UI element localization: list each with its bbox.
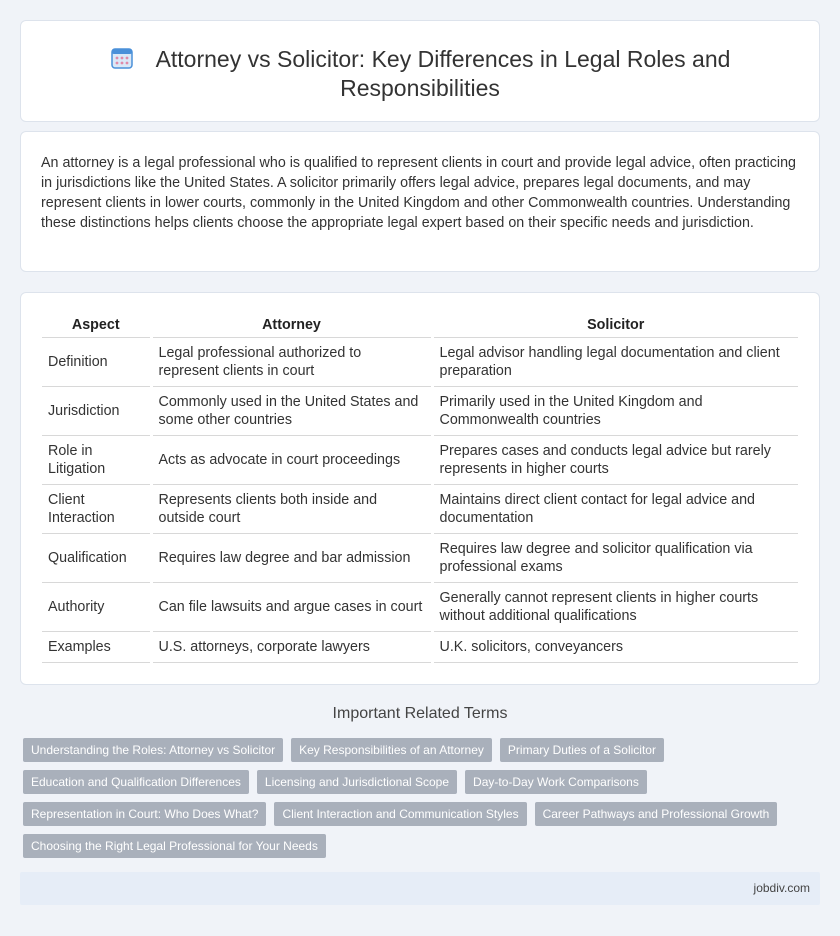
calendar-icon	[110, 46, 134, 70]
intro-paragraph: An attorney is a legal professional who is qualified to represent clients in court and provide legal advice, often practicing in jurisdictions like the United States. A solicitor primarily offers legal advice, prepares legal documents, and may represent clients in lower courts, commonly in the United Kingdom and other Commonwealth countries. Understanding these distinctions helps clients choose the appropriate legal expert based on their specific needs and jurisdiction.	[41, 155, 796, 231]
related-term-tag[interactable]: Education and Qualification Differences	[23, 770, 249, 794]
header-aspect: Aspect	[42, 314, 151, 337]
footer	[20, 872, 820, 905]
row-attorney: Commonly used in the United States and some other countries	[151, 386, 432, 435]
row-solicitor: Generally cannot represent clients in higher courts without additional qualifications	[432, 582, 798, 631]
row-aspect: Role in Litigation	[42, 435, 151, 484]
table-row	[42, 484, 798, 533]
related-term-tag[interactable]: Understanding the Roles: Attorney vs Solicitor	[23, 738, 283, 762]
table-row	[42, 582, 798, 631]
table-row	[42, 386, 798, 435]
related-term-tag[interactable]: Representation in Court: Who Does What?	[23, 802, 266, 826]
row-attorney: Can file lawsuits and argue cases in court	[151, 582, 432, 631]
table-row	[42, 533, 798, 582]
row-aspect: Examples	[42, 631, 151, 662]
related-term-tag[interactable]: Client Interaction and Communication Styles	[274, 802, 526, 826]
table-row	[42, 337, 798, 386]
row-solicitor: Primarily used in the United Kingdom and Commonwealth countries	[432, 386, 798, 435]
table-row	[42, 631, 798, 662]
row-attorney: Represents clients both inside and outside court	[151, 484, 432, 533]
comparison-table-card	[20, 292, 820, 685]
header-solicitor: Solicitor	[432, 314, 798, 337]
row-aspect: Client Interaction	[42, 484, 151, 533]
row-solicitor: Requires law degree and solicitor qualification via professional exams	[432, 533, 798, 582]
related-term-tag[interactable]: Licensing and Jurisdictional Scope	[257, 770, 457, 794]
row-solicitor: Legal advisor handling legal documentation and client preparation	[432, 337, 798, 386]
comparison-table	[42, 314, 798, 663]
row-solicitor: Maintains direct client contact for legal advice and documentation	[432, 484, 798, 533]
table-row	[42, 435, 798, 484]
related-term-tag[interactable]: Primary Duties of a Solicitor	[500, 738, 664, 762]
row-attorney: Requires law degree and bar admission	[151, 533, 432, 582]
header-attorney: Attorney	[151, 314, 432, 337]
row-solicitor: U.K. solicitors, conveyancers	[432, 631, 798, 662]
row-aspect: Qualification	[42, 533, 151, 582]
intro-card	[20, 131, 820, 272]
page-title-wrap	[21, 45, 819, 103]
related-term-tag[interactable]: Career Pathways and Professional Growth	[535, 802, 778, 826]
page-title: Attorney vs Solicitor: Key Differences in Legal Roles and Responsibilities	[155, 46, 731, 101]
related-terms-list	[23, 738, 813, 866]
footer-site-link[interactable]: jobdiv.com	[753, 881, 810, 895]
row-attorney: U.S. attorneys, corporate lawyers	[151, 631, 432, 662]
related-term-tag[interactable]: Choosing the Right Legal Professional for Your Needs	[23, 834, 326, 858]
row-aspect: Definition	[42, 337, 151, 386]
row-solicitor: Prepares cases and conducts legal advice but rarely represents in higher courts	[432, 435, 798, 484]
row-attorney: Legal professional authorized to represent clients in court	[151, 337, 432, 386]
row-aspect: Jurisdiction	[42, 386, 151, 435]
related-term-tag[interactable]: Day-to-Day Work Comparisons	[465, 770, 647, 794]
header-card	[20, 20, 820, 122]
related-terms-title: Important Related Terms	[332, 705, 508, 722]
table-header-row	[42, 314, 798, 337]
related-term-tag[interactable]: Key Responsibilities of an Attorney	[291, 738, 492, 762]
row-attorney: Acts as advocate in court proceedings	[151, 435, 432, 484]
row-aspect: Authority	[42, 582, 151, 631]
